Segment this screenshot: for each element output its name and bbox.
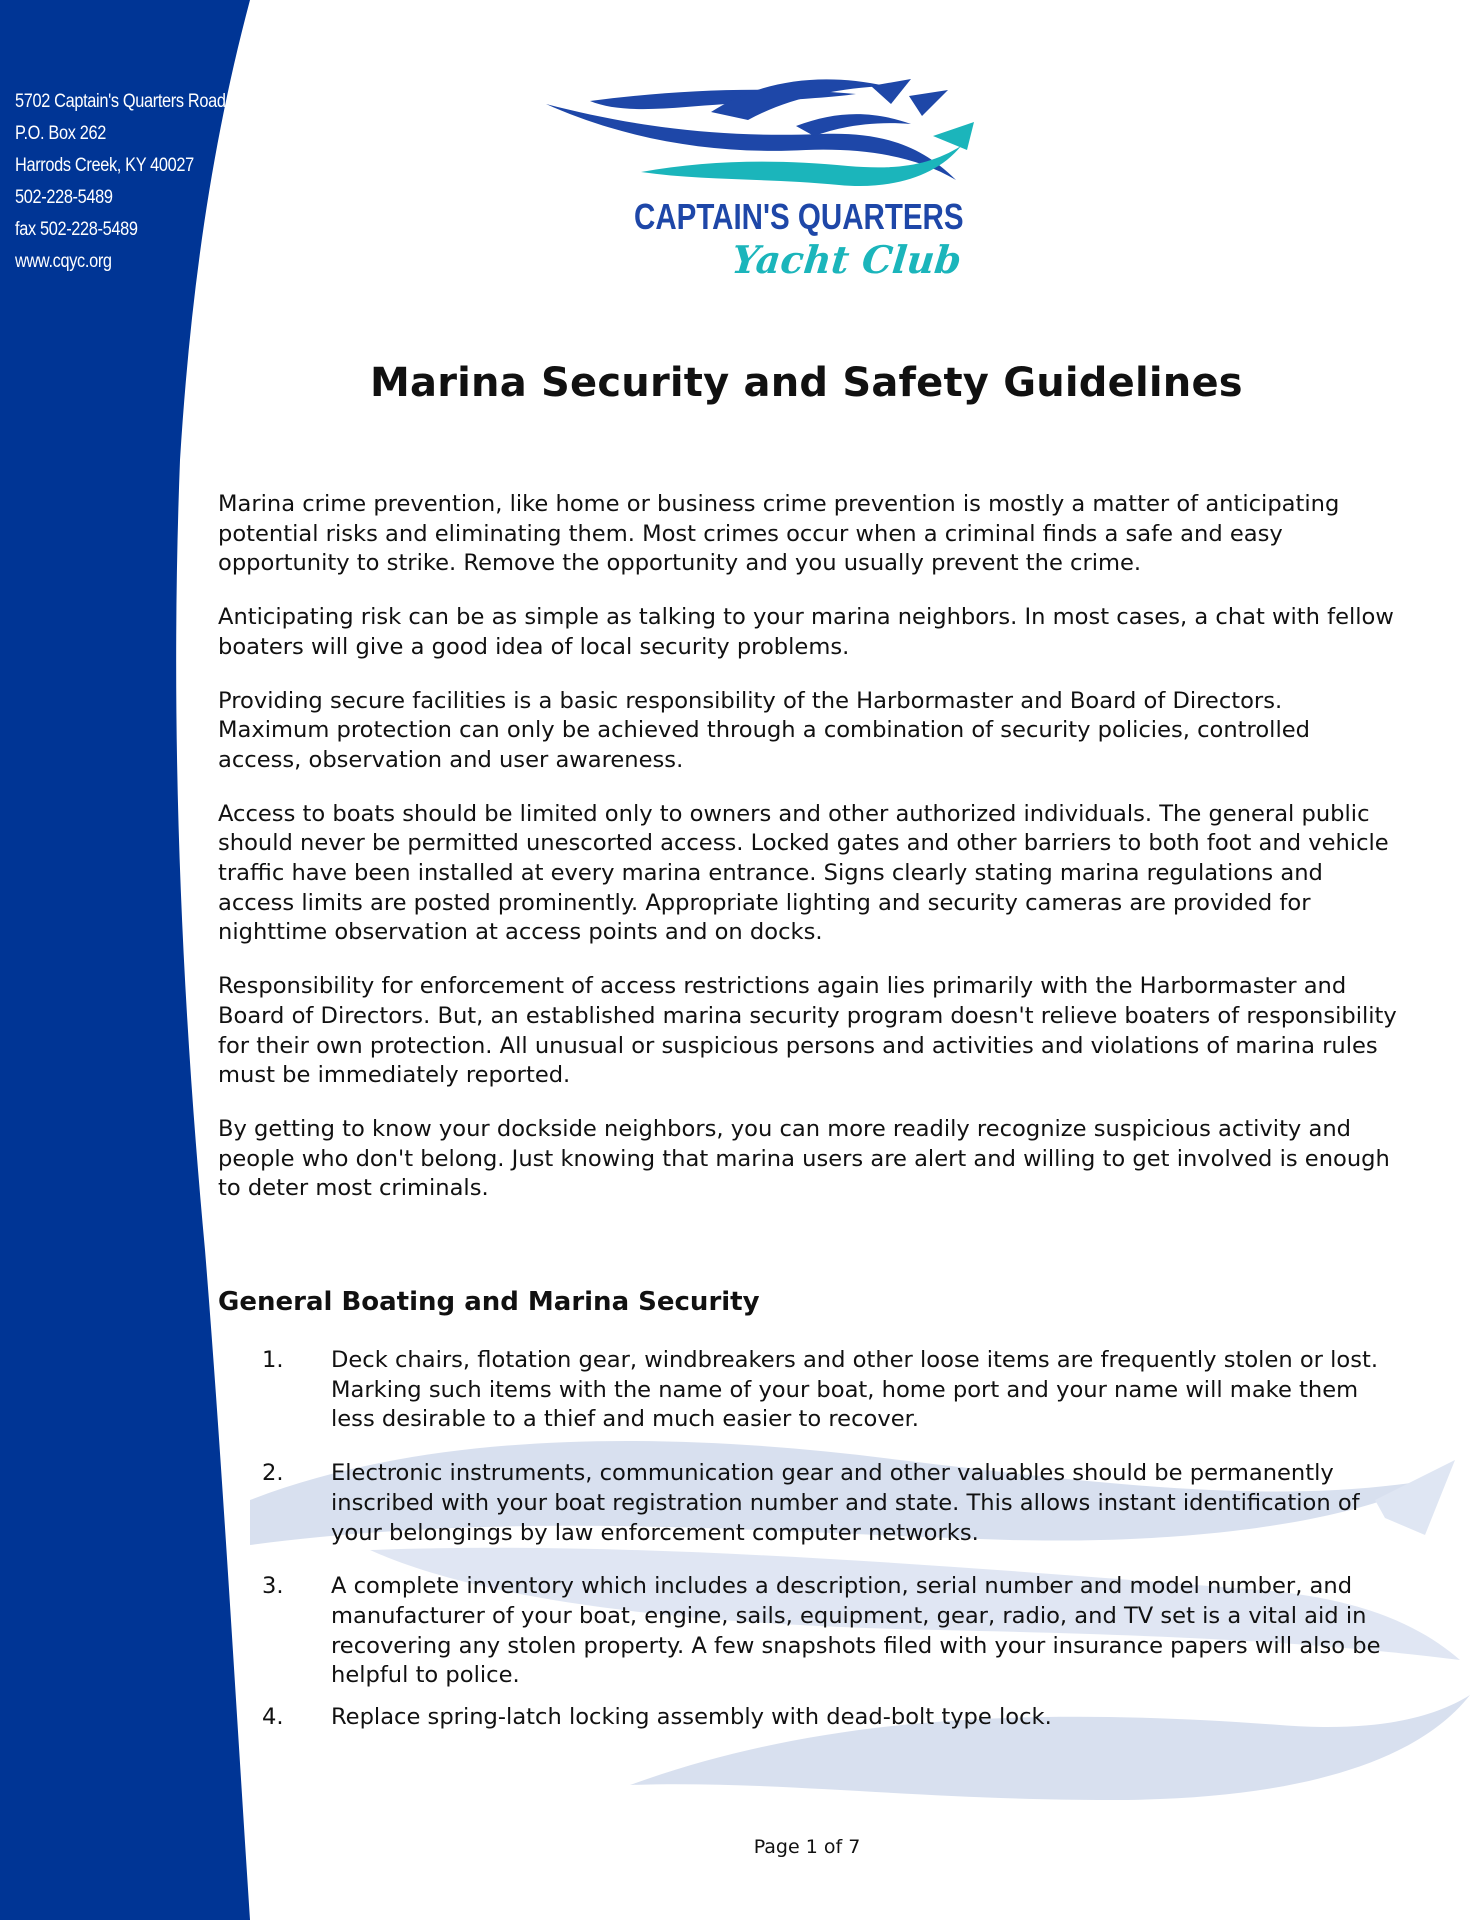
list-item xyxy=(218,1703,1398,1733)
logo-mast-stroke-2 xyxy=(909,90,948,116)
section-heading: General Boating and Marina Security xyxy=(218,1287,760,1317)
list-item-number: 4. xyxy=(262,1704,284,1731)
list-item-number: 3. xyxy=(262,1573,284,1600)
paragraph-1: Marina crime prevention, like home or business crime prevention is mostly a matter of anticipating potential risks and eliminating them. Most crimes occur when a criminal finds a safe and easy opportunity to strike. Remove the opportunity and you usually prevent the crime. xyxy=(218,491,1340,577)
sidebar-blue-fill xyxy=(0,0,250,1920)
contact-address-line: 5702 Captain's Quarters Road xyxy=(15,91,226,112)
club-logo xyxy=(536,68,976,293)
contact-block xyxy=(15,86,226,278)
contact-po-box: P.O. Box 262 xyxy=(15,123,106,144)
list-item xyxy=(218,1459,1398,1548)
paragraph-3: Providing secure facilities is a basic responsibility of the Harbormaster and Board of Directors. Maximum protection can only be achieved through a combination of security policies, controlled access, observation and user awareness. xyxy=(218,687,1310,773)
logo-window-stroke xyxy=(796,114,911,136)
logo-pennant xyxy=(933,122,974,150)
contact-phone: 502-228-5489 xyxy=(15,187,113,208)
list-item xyxy=(218,1572,1398,1691)
list-item-number: 2. xyxy=(262,1460,284,1487)
paragraph-6: By getting to know your dockside neighbors, you can more readily recognize suspicious activity and people who don't belong. Just knowing that marina users are alert and willing to get involved is enough to deter most criminals. xyxy=(218,1115,1390,1202)
list-item xyxy=(218,1346,1398,1435)
security-list xyxy=(218,1346,1398,1733)
document-title: Marina Security and Safety Guidelines xyxy=(370,360,1243,406)
paragraph-2: Anticipating risk can be as simple as talking to your marina neighbors. In most cases, a chat with fellow boaters will give a good idea of local security problems. xyxy=(218,604,1394,660)
list-item-text: Replace spring-latch locking assembly with dead-bolt type lock. xyxy=(331,1704,1052,1731)
page-number: Page 1 of 7 xyxy=(753,1836,861,1858)
yacht-logo-icon xyxy=(536,68,976,208)
contact-city-state-zip: Harrods Creek, KY 40027 xyxy=(15,155,194,176)
list-item-text: Deck chairs, flotation gear, windbreakers and other loose items are frequently stolen or lost. Marking such items with the name of your boat, home port and your name will make them less desirable to a thief and much easier to recover. xyxy=(331,1347,1379,1433)
logo-subtitle: Yacht Club xyxy=(729,237,964,282)
logo-cabin-stroke xyxy=(711,79,886,120)
list-item-text: A complete inventory which includes a description, serial number and model number, and manufacturer of your boat, engine, sails, equipment, gear, radio, and TV set is a vital aid in recovering any stolen property. A few snapshots filed with your insurance papers will also be helpful to police. xyxy=(331,1573,1381,1689)
paragraph-4: Access to boats should be limited only to owners and other authorized individuals. The general public should never be permitted unescorted access. Locked gates and other barriers to both foot and vehicle traffic have been installed at every marina entrance. Signs clearly stating marina regulations and access limits are posted prominently. Appropriate lighting and security cameras are provided for nighttime observation at access points and on docks. xyxy=(218,800,1389,946)
intro-content xyxy=(218,490,1398,1228)
paragraph-5: Responsibility for enforcement of access restrictions again lies primarily with the Harbormaster and Board of Directors. But, an established marina security program doesn't relieve boaters of responsibility for their own protection. All unusual or suspicious persons and activities and violations of marina rules must be immediately reported. xyxy=(218,973,1397,1089)
logo-mast-stroke-1 xyxy=(871,79,911,104)
list-item-text: Electronic instruments, communication gear and other valuables should be permanently inscribed with your boat registration number and state. This allows instant identification of your belongings by law enforcement computer networks. xyxy=(331,1460,1360,1546)
contact-website: www.cqyc.org xyxy=(15,251,112,272)
list-item-number: 1. xyxy=(262,1347,284,1373)
logo-wordmark: CAPTAIN'S QUARTERS xyxy=(634,196,964,237)
contact-fax: fax 502-228-5489 xyxy=(15,219,138,240)
